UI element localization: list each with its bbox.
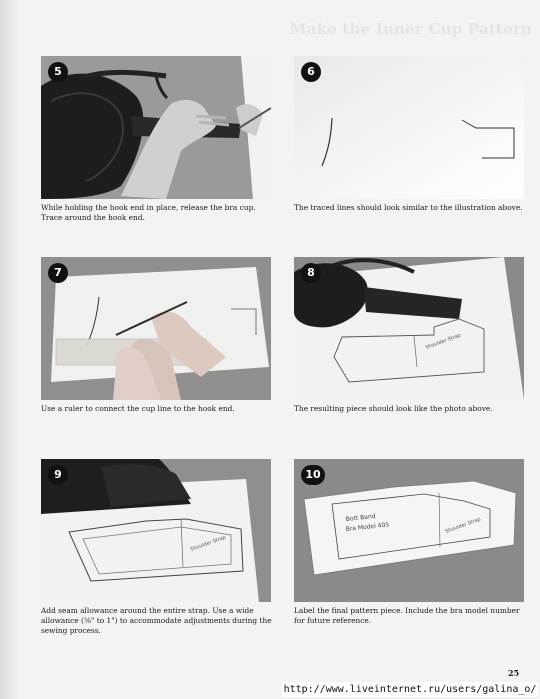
page-title: Make the Inner Cup Pattern	[289, 20, 532, 38]
step-6-photo	[294, 56, 524, 199]
step-8-strap-label: Shoulder Strap	[424, 332, 462, 351]
step-7-illustration	[41, 257, 271, 400]
page-number: 25	[508, 668, 520, 678]
step-9-strap-label: Shoulder Strap	[189, 534, 227, 553]
step-8-number-badge: 8	[301, 263, 321, 283]
step-9-photo	[41, 459, 271, 602]
step-5-number-badge: 5	[48, 62, 68, 82]
step-10-photo	[294, 459, 524, 602]
step-7-number-badge: 7	[48, 263, 68, 283]
step-6-number-badge: 6	[301, 62, 321, 82]
step-10-strap-label: Shoulder Strap	[444, 516, 482, 535]
step-10-illustration	[294, 459, 524, 602]
page-shadow	[0, 0, 20, 699]
step-8-caption: The resulting piece should look like the photo above.	[294, 404, 493, 413]
step-10-model-label: Bra Model 405	[345, 521, 390, 533]
step-9-illustration	[41, 459, 271, 602]
step-10-number-badge: 10	[301, 465, 325, 485]
step-9-number-badge: 9	[48, 465, 68, 485]
step-6-caption: The traced lines should look similar to the illustration above.	[294, 203, 523, 212]
step-5-illustration	[41, 56, 271, 199]
step-5-caption: While holding the hook end in place, release the bra cup. Trace around the hook end.	[41, 203, 256, 222]
step-9-caption: Add seam allowance around the entire strap. Use a wide allowance (⅜" to 1") to accommodate adjustments during the sewing process.	[41, 606, 272, 635]
step-8-illustration	[294, 257, 524, 400]
step-10-caption: Label the final pattern piece. Include the bra model number for future reference.	[294, 606, 520, 625]
step-7-photo	[41, 257, 271, 400]
source-url-watermark[interactable]: http://www.liveinternet.ru/users/galina_o/	[283, 684, 537, 695]
step-8-photo	[294, 257, 524, 400]
step-10-band-label: Bott Band	[345, 512, 376, 523]
step-5-photo	[41, 56, 271, 199]
step-6-illustration	[294, 56, 524, 199]
step-7-caption: Use a ruler to connect the cup line to the hook end.	[41, 404, 235, 413]
